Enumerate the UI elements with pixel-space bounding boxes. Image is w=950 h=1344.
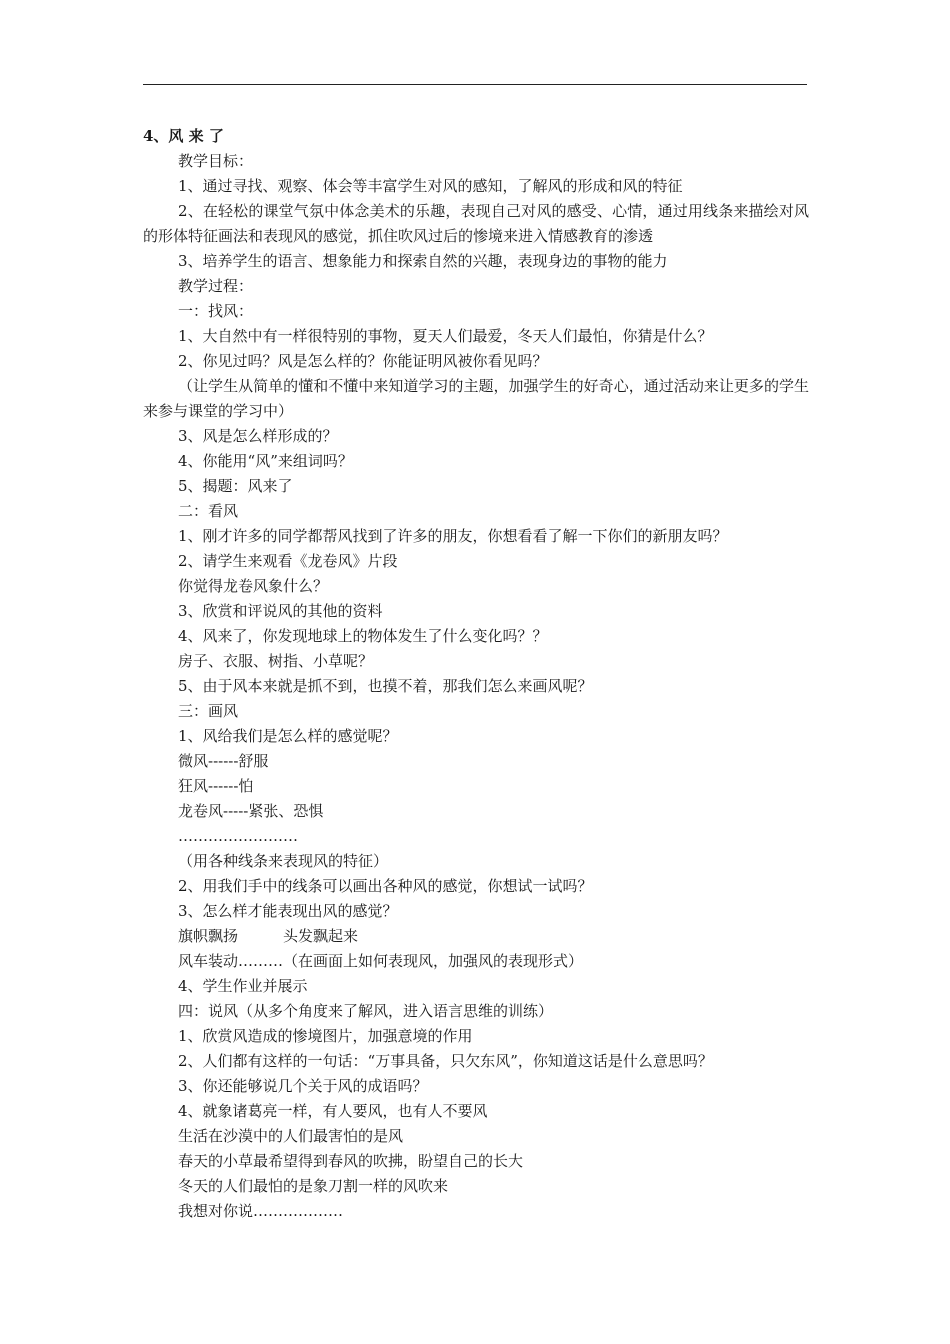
lesson-lines	[143, 149, 809, 1224]
text-line: 3、欣赏和评说风的其他的资料	[178, 602, 383, 620]
text-line: 2、你见过吗？风是怎么样的？你能证明风被你看见吗？	[178, 352, 548, 370]
text-line: 2、人们都有这样的一句话：“万事具备，只欠东风”，你知道这话是什么意思吗？	[178, 1052, 713, 1070]
text-line: 教学过程：	[178, 277, 254, 295]
text-line: 2、请学生来观看《龙卷风》片段	[178, 552, 398, 570]
text-line: 1、欣赏风造成的惨境图片，加强意境的作用	[178, 1027, 473, 1045]
text-line: 5、揭题：风来了	[178, 477, 293, 495]
text-line: 微风------舒服	[178, 752, 269, 770]
text-line: 1、风给我们是怎么样的感觉呢？	[178, 727, 398, 745]
text-line: 1、刚才许多的同学都帮风找到了许多的朋友，你想看看了解一下你们的新朋友吗？	[178, 527, 728, 545]
text-line: 狂风------怕	[178, 777, 254, 795]
text-line: 4、就象诸葛亮一样，有人要风，也有人不要风	[178, 1102, 488, 1120]
text-line: 三：画风	[178, 702, 239, 720]
text-line: 龙卷风-----紧张、恐惧	[178, 802, 324, 820]
text-line: 旗帜飘扬 头发飘起来	[178, 927, 359, 945]
text-line: 4、你能用“风”来组词吗？	[178, 452, 353, 470]
text-line: 我想对你说………………	[178, 1202, 344, 1220]
text-line: 四：说风（从多个角度来了解风，进入语言思维的训练）	[178, 1002, 554, 1020]
text-line: 3、你还能够说几个关于风的成语吗？	[178, 1077, 428, 1095]
text-line: 生活在沙漠中的人们最害怕的是风	[178, 1127, 404, 1145]
text-line: 3、风是怎么样形成的？	[178, 427, 338, 445]
text-line: 2、用我们手中的线条可以画出各种风的感觉，你想试一试吗？	[178, 877, 593, 895]
header-rule	[143, 84, 807, 85]
text-line: 冬天的人们最怕的是象刀割一样的风吹来	[178, 1177, 449, 1195]
text-line: 教学目标：	[178, 152, 254, 170]
text-line: 3、怎么样才能表现出风的感觉？	[178, 902, 398, 920]
lesson-title: 4、风 来 了	[143, 127, 224, 145]
text-line: ……………………	[178, 827, 298, 845]
text-line: 你觉得龙卷风象什么？	[178, 577, 329, 595]
text-line: 5、由于风本来就是抓不到，也摸不着，那我们怎么来画风呢？	[178, 677, 593, 695]
paragraph: 2、在轻松的课堂气氛中体念美术的乐趣，表现自己对风的感受、心情，通过用线条来描绘对风的形体特征画法和表现风的感觉，抓住吹风过后的惨境来进入情感教育的渗透	[143, 202, 809, 245]
text-line: 4、学生作业并展示	[178, 977, 308, 995]
text-line: 3、培养学生的语言、想象能力和探索自然的兴趣，表现身边的事物的能力	[178, 252, 668, 270]
text-line: 二：看风	[178, 502, 239, 520]
document-body	[143, 124, 809, 1224]
text-line: 1、通过寻找、观察、体会等丰富学生对风的感知，了解风的形成和风的特征	[178, 177, 683, 195]
paragraph: （让学生从简单的懂和不懂中来知道学习的主题，加强学生的好奇心，通过活动来让更多的学生来参与课堂的学习中）	[143, 377, 809, 420]
text-line: 春天的小草最希望得到春风的吹拂，盼望自己的长大	[178, 1152, 524, 1170]
text-line: （用各种线条来表现风的特征）	[178, 852, 389, 870]
text-line: 房子、衣服、树指、小草呢？	[178, 652, 374, 670]
text-line: 风车装动………（在画面上如何表现风，加强风的表现形式）	[178, 952, 584, 970]
text-line: 一：找风：	[178, 302, 254, 320]
text-line: 1、大自然中有一样很特别的事物，夏天人们最爱，冬天人们最怕，你猜是什么？	[178, 327, 713, 345]
text-line: 4、风来了，你发现地球上的物体发生了什么变化吗？？	[178, 627, 548, 645]
